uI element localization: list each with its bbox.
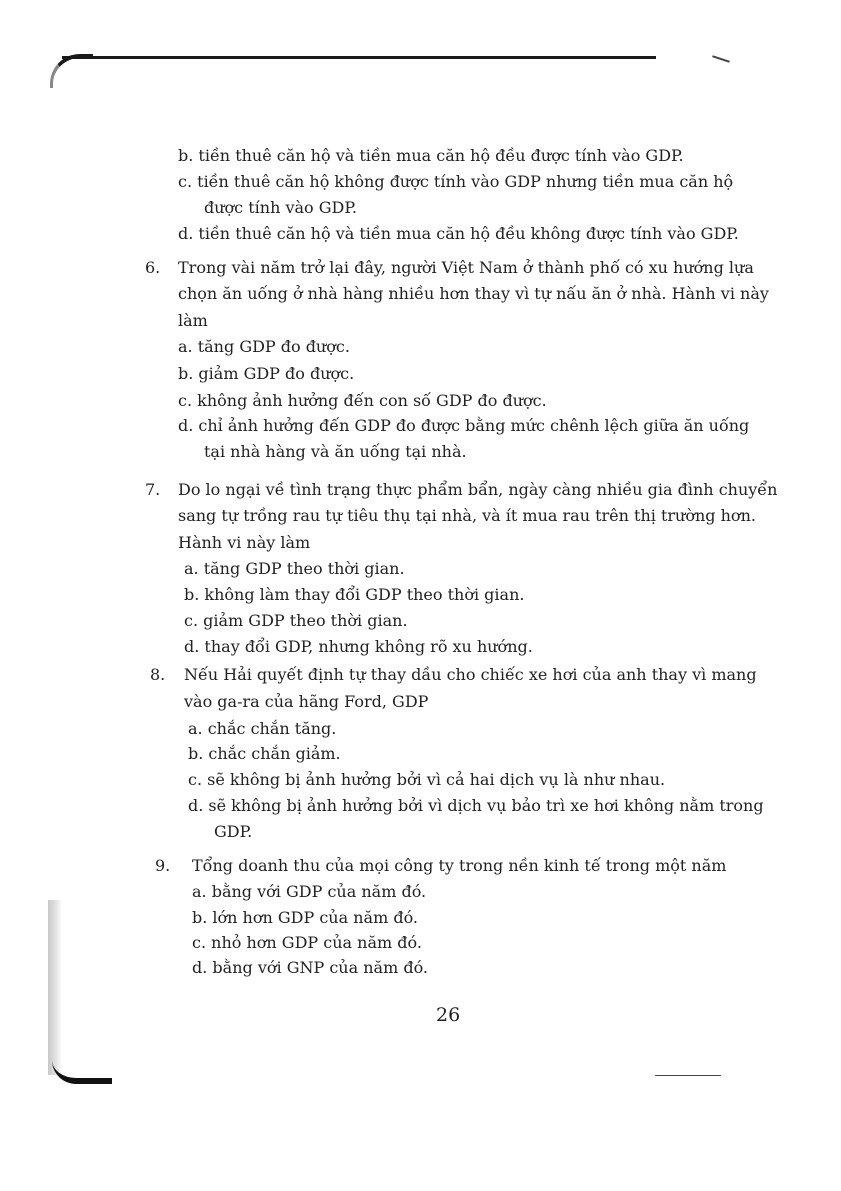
text-line: d. sẽ không bị ảnh hưởng bởi vì dịch vụ bảo trì xe hơi không nằm trong bbox=[188, 796, 764, 815]
text-line: sang tự trồng rau tự tiêu thụ tại nhà, và ít mua rau trên thị trường hơn. bbox=[178, 506, 756, 525]
header-rule bbox=[62, 56, 656, 59]
text-line: 6. bbox=[145, 258, 161, 277]
text-line: Tổng doanh thu của mọi công ty trong nền kinh tế trong một năm bbox=[192, 856, 727, 875]
text-line: c. sẽ không bị ảnh hưởng bởi vì cả hai dịch vụ là như nhau. bbox=[188, 770, 666, 789]
scan-dash-mark bbox=[712, 55, 730, 62]
text-line: 9. bbox=[155, 856, 171, 875]
footer-rule bbox=[655, 1075, 721, 1076]
text-line: Do lo ngại về tình trạng thực phẩm bẩn, ngày càng nhiều gia đình chuyển bbox=[178, 480, 778, 499]
scan-corner-mark-bottom bbox=[52, 1060, 112, 1084]
text-line: d. tiền thuê căn hộ và tiền mua căn hộ đều không được tính vào GDP. bbox=[178, 224, 739, 243]
text-line: chọn ăn uống ở nhà hàng nhiều hơn thay vì tự nấu ăn ở nhà. Hành vi này bbox=[178, 284, 769, 303]
text-line: c. giảm GDP theo thời gian. bbox=[184, 611, 408, 630]
text-line: Nếu Hải quyết định tự thay dầu cho chiếc xe hơi của anh thay vì mang bbox=[184, 665, 757, 684]
text-line: a. tăng GDP theo thời gian. bbox=[184, 559, 405, 578]
text-line: 7. bbox=[145, 480, 161, 499]
text-line: GDP. bbox=[214, 822, 253, 841]
text-line: tại nhà hàng và ăn uống tại nhà. bbox=[204, 442, 467, 461]
text-line: b. tiền thuê căn hộ và tiền mua căn hộ đều được tính vào GDP. bbox=[178, 146, 684, 165]
scan-corner-mark bbox=[50, 54, 93, 88]
text-line: d. chỉ ảnh hưởng đến GDP đo được bằng mức chênh lệch giữa ăn uống bbox=[178, 416, 750, 435]
text-line: d. thay đổi GDP, nhưng không rõ xu hướng. bbox=[184, 637, 533, 656]
text-line: Hành vi này làm bbox=[178, 533, 311, 552]
text-line: b. lớn hơn GDP của năm đó. bbox=[192, 908, 419, 927]
text-line: c. nhỏ hơn GDP của năm đó. bbox=[192, 933, 422, 952]
text-line: được tính vào GDP. bbox=[204, 198, 357, 217]
text-line: d. bằng với GNP của năm đó. bbox=[192, 958, 429, 977]
text-line: b. giảm GDP đo được. bbox=[178, 364, 355, 383]
text-line: c. tiền thuê căn hộ không được tính vào GDP nhưng tiền mua căn hộ bbox=[178, 172, 734, 191]
text-line: b. chắc chắn giảm. bbox=[188, 744, 341, 763]
text-line: vào ga-ra của hãng Ford, GDP bbox=[184, 692, 429, 711]
text-line: c. không ảnh hưởng đến con số GDP đo được. bbox=[178, 391, 547, 410]
text-line: 8. bbox=[150, 665, 166, 684]
text-line: a. tăng GDP đo được. bbox=[178, 337, 350, 356]
text-line: b. không làm thay đổi GDP theo thời gian. bbox=[184, 585, 525, 604]
text-line: làm bbox=[178, 311, 208, 330]
page-number: 26 bbox=[436, 1004, 461, 1026]
text-line: a. bằng với GDP của năm đó. bbox=[192, 882, 427, 901]
text-line: a. chắc chắn tăng. bbox=[188, 719, 337, 738]
text-line: Trong vài năm trở lại đây, người Việt Nam ở thành phố có xu hướng lựa bbox=[178, 258, 754, 277]
scan-edge-shadow bbox=[48, 900, 62, 1075]
